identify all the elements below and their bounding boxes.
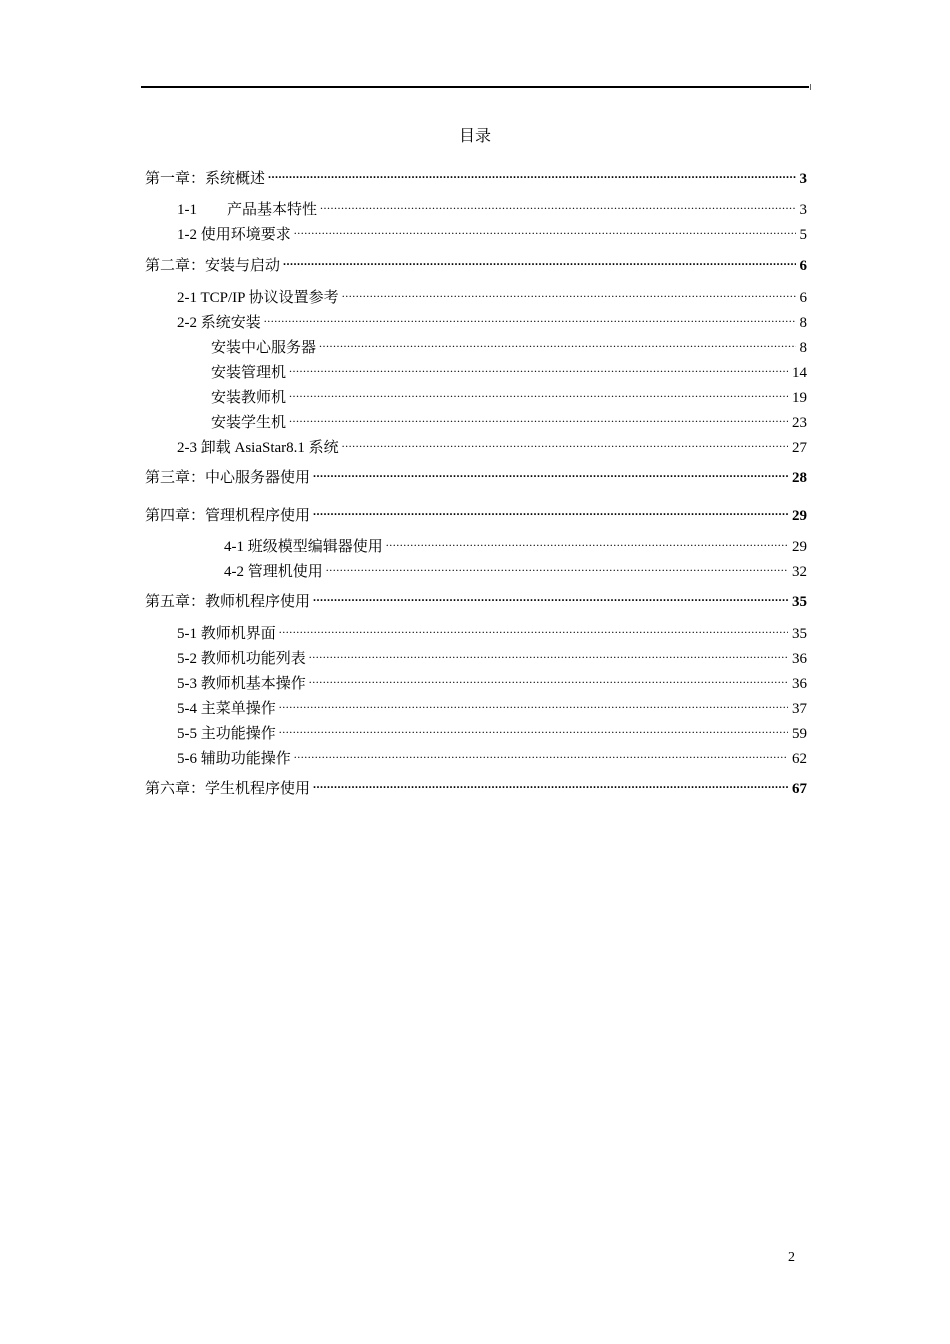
toc-chapter-entry[interactable] bbox=[145, 163, 807, 189]
dot-leader bbox=[294, 743, 788, 763]
page-number: 2 bbox=[788, 1250, 795, 1265]
toc-section-entry[interactable] bbox=[224, 531, 807, 557]
dot-leader bbox=[289, 357, 788, 377]
dot-leader bbox=[279, 618, 788, 638]
toc-entry-label: 安装中心服务器 bbox=[211, 340, 317, 356]
toc-chapter-entry[interactable] bbox=[145, 500, 807, 526]
toc-section-entry[interactable] bbox=[211, 332, 807, 358]
dot-leader bbox=[342, 282, 796, 302]
toc-entry-page: 6 bbox=[799, 258, 807, 274]
toc-entry-page: 36 bbox=[792, 651, 807, 667]
dot-leader bbox=[283, 250, 795, 270]
toc-entry-page: 67 bbox=[792, 781, 807, 797]
dot-leader bbox=[313, 500, 788, 520]
toc-section-entry[interactable] bbox=[224, 556, 807, 582]
dot-leader bbox=[294, 219, 796, 239]
toc-entry-label: 5-1 教师机界面 bbox=[177, 626, 276, 642]
header-rule-mark bbox=[810, 84, 811, 90]
toc-entry-page: 8 bbox=[799, 340, 807, 356]
toc-entry-label: 4-2 管理机使用 bbox=[224, 564, 323, 580]
toc-chapter-entry[interactable] bbox=[145, 773, 807, 799]
toc-entry-page: 59 bbox=[792, 726, 807, 742]
toc-entry-label: 5-3 教师机基本操作 bbox=[177, 676, 306, 692]
dot-leader bbox=[313, 586, 788, 606]
toc-entry-page: 5 bbox=[799, 227, 807, 243]
toc-entry-label: 5-4 主菜单操作 bbox=[177, 701, 276, 717]
toc-title: 目录 bbox=[458, 128, 491, 145]
dot-leader bbox=[268, 163, 795, 183]
toc-entry-label: 第六章：学生机程序使用 bbox=[145, 781, 311, 797]
toc-section-entry[interactable] bbox=[177, 693, 807, 719]
dot-leader bbox=[264, 307, 796, 327]
dot-leader bbox=[309, 643, 788, 663]
toc-entry-page: 62 bbox=[792, 751, 807, 767]
toc-section-entry[interactable] bbox=[211, 407, 807, 433]
toc-section-entry[interactable] bbox=[177, 282, 807, 308]
dot-leader bbox=[279, 693, 788, 713]
toc-entry-page: 27 bbox=[792, 440, 807, 456]
dot-leader bbox=[289, 407, 788, 427]
toc-entry-page: 14 bbox=[792, 365, 807, 381]
toc-section-entry[interactable] bbox=[177, 194, 807, 220]
toc-entry-page: 28 bbox=[792, 470, 807, 486]
toc-section-entry[interactable] bbox=[177, 432, 807, 458]
toc-chapter-entry[interactable] bbox=[145, 250, 807, 276]
toc-section-entry[interactable] bbox=[177, 718, 807, 744]
dot-leader bbox=[319, 332, 795, 352]
toc-entry-page: 23 bbox=[792, 415, 807, 431]
toc-section-entry[interactable] bbox=[177, 219, 807, 245]
toc-entry-page: 32 bbox=[792, 564, 807, 580]
toc-entry-label: 5-5 主功能操作 bbox=[177, 726, 276, 742]
toc-entry-page: 36 bbox=[792, 676, 807, 692]
toc-entry-label: 安装管理机 bbox=[211, 365, 287, 381]
toc-entry-label: 第一章：系统概述 bbox=[145, 171, 266, 187]
toc-entry-label: 5-2 教师机功能列表 bbox=[177, 651, 306, 667]
toc-chapter-entry[interactable] bbox=[145, 586, 807, 612]
toc-entry-label: 2-2 系统安装 bbox=[177, 315, 261, 331]
toc-section-entry[interactable] bbox=[177, 643, 807, 669]
toc-entry-page: 3 bbox=[799, 171, 807, 187]
toc-entry-page: 19 bbox=[792, 390, 807, 406]
toc-entry-label: 安装教师机 bbox=[211, 390, 287, 406]
dot-leader bbox=[342, 432, 788, 452]
dot-leader bbox=[326, 556, 788, 576]
toc-section-entry[interactable] bbox=[177, 618, 807, 644]
toc-entry-page: 29 bbox=[792, 508, 807, 524]
toc-entry-label: 第五章：教师机程序使用 bbox=[145, 594, 311, 610]
dot-leader bbox=[289, 382, 788, 402]
toc-entry-label: 2-3 卸载 AsiaStar8.1 系统 bbox=[177, 440, 339, 456]
dot-leader bbox=[313, 773, 788, 793]
toc-entry-page: 37 bbox=[792, 701, 807, 717]
toc-section-entry[interactable] bbox=[177, 743, 807, 769]
toc-entry-label: 5-6 辅助功能操作 bbox=[177, 751, 291, 767]
toc-entry-page: 8 bbox=[799, 315, 807, 331]
toc-entry-label: 安装学生机 bbox=[211, 415, 287, 431]
dot-leader bbox=[320, 194, 796, 214]
dot-leader bbox=[313, 462, 788, 482]
toc-section-entry[interactable] bbox=[211, 357, 807, 383]
dot-leader bbox=[309, 668, 788, 688]
toc-entry-label: 第三章：中心服务器使用 bbox=[145, 470, 311, 486]
toc-entry-label: 1-1 产品基本特性 bbox=[177, 202, 317, 218]
toc-entry-label: 1-2 使用环境要求 bbox=[177, 227, 291, 243]
toc-entry-label: 第四章：管理机程序使用 bbox=[145, 508, 311, 524]
dot-leader bbox=[279, 718, 788, 738]
toc-entry-page: 29 bbox=[792, 539, 807, 555]
toc-entry-label: 4-1 班级模型编辑器使用 bbox=[224, 539, 383, 555]
toc-section-entry[interactable] bbox=[177, 307, 807, 333]
toc-entry-page: 35 bbox=[792, 626, 807, 642]
toc-entry-label: 2-1 TCP/IP 协议设置参考 bbox=[177, 290, 339, 306]
toc-entry-label: 第二章：安装与启动 bbox=[145, 258, 281, 274]
header-rule bbox=[141, 86, 809, 88]
toc-entry-page: 6 bbox=[799, 290, 807, 306]
toc-section-entry[interactable] bbox=[211, 382, 807, 408]
dot-leader bbox=[386, 531, 788, 551]
toc-entry-page: 35 bbox=[792, 594, 807, 610]
toc-entry-page: 3 bbox=[799, 202, 807, 218]
toc-section-entry[interactable] bbox=[177, 668, 807, 694]
toc-chapter-entry[interactable] bbox=[145, 462, 807, 488]
